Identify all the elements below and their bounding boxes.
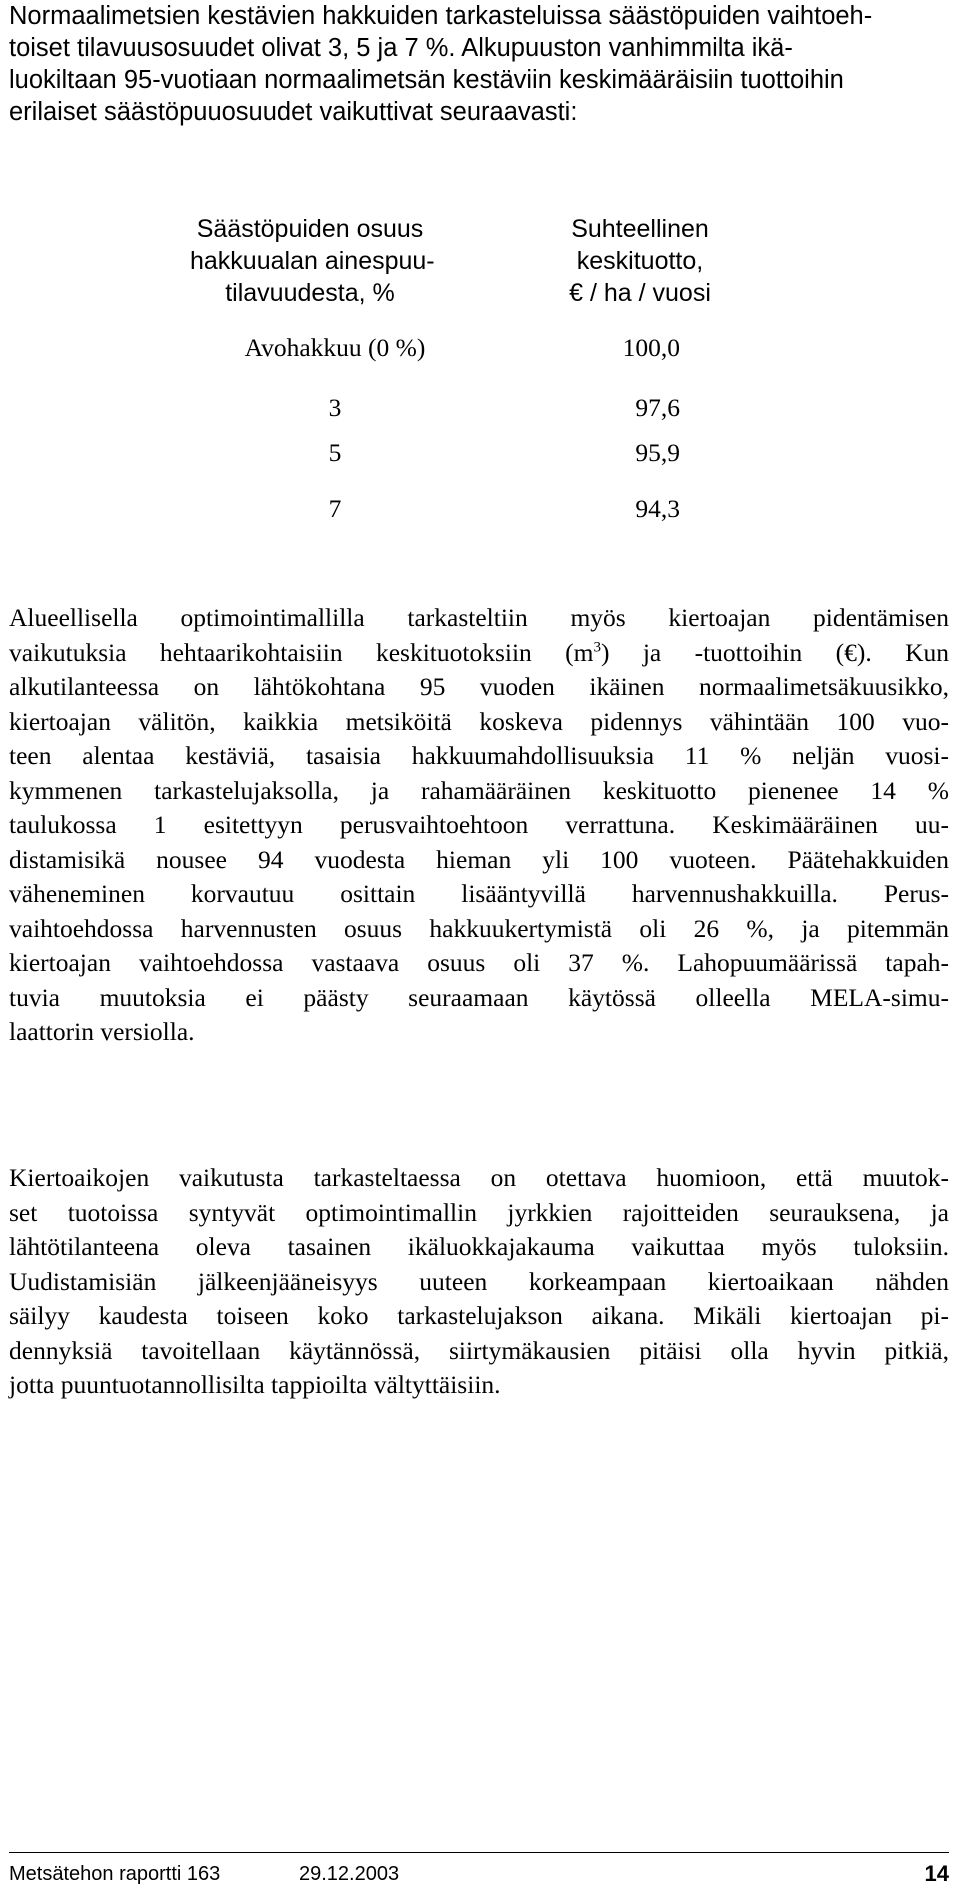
table-header-line: Suhteellinen [571, 215, 709, 243]
footer-date: 29.12.2003 [299, 1863, 400, 1885]
body-paragraph-1 [9, 601, 949, 1050]
body-line: set tuotoissa syntyvät optimointimallin jyrkkien rajoitteiden seurauksena, ja [9, 1197, 949, 1227]
body-line-part: vaikutuksia hehtaarikohtaisiin keskituotoksiin (m [9, 637, 594, 667]
body-line: jotta puuntuotannollisilta tappioilta vältyttäisiin. [9, 1370, 501, 1399]
table-header-line: € / ha / vuosi [569, 279, 711, 307]
table-cell-value: 94,3 [635, 494, 680, 523]
table-cell-share: 7 [328, 494, 342, 523]
body-line: vaihtoehdossa harvennusten osuus hakkuukertymistä oli 26 %, ja pitemmän [9, 913, 949, 943]
body-line: tuvia muutoksia ei päästy seuraamaan käytössä olleella MELA-simu- [9, 982, 949, 1012]
body-line: teen alentaa kestäviä, tasaisia hakkuumahdollisuuksia 11 % neljän vuosi- [9, 741, 949, 770]
intro-line: Normaalimetsien kestävien hakkuiden tarkasteluissa säästöpuiden vaihtoeh- [9, 2, 873, 30]
page-footer [9, 1860, 949, 1890]
intro-line: luokiltaan 95-vuotiaan normaalimetsän kestäviin keskimääräisiin tuottoihin [9, 66, 844, 94]
table-cell-value: 97,6 [635, 393, 680, 422]
body-line: lähtötilanteena oleva tasainen ikäluokkajakauma vaikuttaa myös tuloksiin. [9, 1232, 949, 1261]
table-header-line: hakkuualan ainespuu- [190, 247, 435, 275]
body-line: kiertoajan välitön, kaikkia metsiköitä koskeva pidennys vähintään 100 vuo- [9, 706, 949, 736]
table-header-line: keskituotto, [576, 247, 704, 275]
body-line: Uudistamisiän jälkeenjääneisyys uuteen korkeampaan kiertoaikaan nähden [9, 1266, 949, 1296]
table-header-yield [520, 213, 760, 309]
table-header-line: tilavuudesta, % [225, 279, 395, 307]
body-line: väheneminen korvautuu osittain lisääntyvillä harvennushakkuilla. Perus- [9, 879, 949, 908]
body-line: Alueellisella optimointimallilla tarkasteltiin myös kiertoajan pidentämisen [9, 603, 949, 632]
superscript: 3 [593, 639, 601, 655]
body-line [9, 636, 949, 671]
intro-line: erilaiset säästöpuuosuudet vaikuttivat seuraavasti: [9, 98, 578, 126]
page-number: 14 [924, 1861, 949, 1886]
body-line-part: ) ja -tuottoihin (€). Kun [600, 637, 949, 667]
body-line: Kiertoaikojen vaikutusta tarkasteltaessa on otettava huomioon, että muutok- [9, 1163, 949, 1192]
body-line: säilyy kaudesta toiseen koko tarkastelujakson aikana. Mikäli kiertoajan pi- [9, 1301, 949, 1330]
table-cell-value: 100,0 [622, 333, 680, 362]
table-cell-value: 95,9 [635, 438, 680, 467]
body-line: kymmenen tarkastelujaksolla, ja rahamääräinen keskituotto pienenee 14 % [9, 775, 949, 805]
footer-publication: Metsätehon raportti 163 [9, 1863, 221, 1885]
footer-divider [9, 1852, 949, 1853]
body-line: alkutilanteessa on lähtökohtana 95 vuoden ikäinen normaalimetsäkuusikko, [9, 672, 949, 701]
body-line: distamisikä nousee 94 vuodesta hieman yli 100 vuoteen. Päätehakkuiden [9, 844, 949, 874]
table-cell-share: 3 [328, 393, 342, 422]
body-line: kiertoajan vaihtoehdossa vastaava osuus oli 37 %. Lahopuumäärissä tapah- [9, 948, 949, 977]
intro-paragraph [9, 0, 949, 128]
table-cell-share: Avohakkuu (0 %) [244, 333, 426, 362]
intro-line: toiset tilavuusosuudet olivat 3, 5 ja 7 %. Alkupuuston vanhimmilta ikä- [9, 34, 793, 62]
table-header-line: Säästöpuiden osuus [196, 215, 424, 243]
table-cell-share: 5 [328, 438, 342, 467]
body-paragraph-2 [9, 1161, 949, 1403]
body-line: taulukossa 1 esitettyyn perusvaihtoehtoon verrattuna. Keskimääräinen uu- [9, 810, 949, 839]
body-line: dennyksiä tavoitellaan käytännössä, siirtymäkausien pitäisi olla hyvin pitkiä, [9, 1335, 949, 1365]
body-line: laattorin versiolla. [9, 1017, 195, 1046]
table-header-share [190, 213, 435, 309]
